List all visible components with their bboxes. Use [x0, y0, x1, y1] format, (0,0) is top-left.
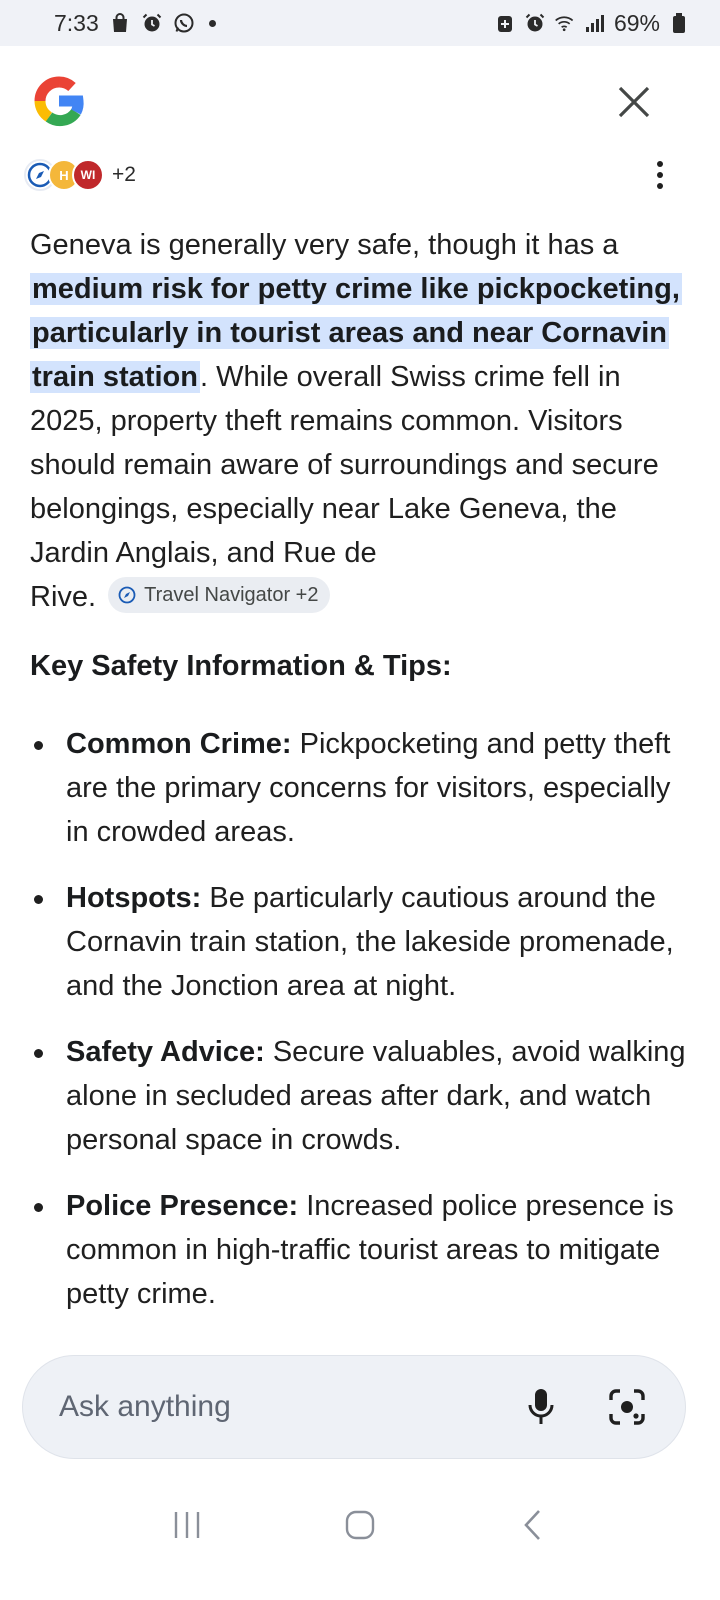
status-left — [54, 10, 216, 37]
google-lens-button[interactable] — [599, 1379, 655, 1435]
shopping-bag-icon — [109, 12, 131, 34]
compass-icon — [118, 586, 136, 604]
tip-title: Common Crime: — [66, 728, 292, 760]
source-chip[interactable] — [108, 577, 330, 613]
mic-icon — [526, 1387, 556, 1427]
status-right — [494, 10, 690, 37]
ask-bar — [22, 1355, 686, 1459]
sources-row[interactable] — [24, 158, 136, 192]
section-title: Key Safety Information & Tips: — [30, 650, 452, 682]
list-item — [30, 876, 690, 1008]
whatsapp-icon — [173, 12, 195, 34]
close-icon — [617, 85, 651, 119]
tip-text: Increased police presence is common in high-traffic tourist areas to mitigate petty crime. — [66, 1190, 674, 1310]
tip-title: Police Presence: — [66, 1190, 299, 1222]
ai-answer-paragraph — [30, 223, 690, 619]
sources-more-count: +2 — [112, 163, 136, 186]
recents-icon — [172, 1510, 202, 1540]
tips-list — [30, 722, 690, 1338]
status-bar — [0, 0, 720, 46]
list-item — [30, 722, 690, 854]
mic-button[interactable] — [513, 1379, 569, 1435]
wi-favicon-icon: WI — [72, 159, 104, 191]
back-icon — [521, 1509, 545, 1541]
alarm-icon — [141, 12, 163, 34]
tip-text: Secure valuables, avoid walking alone in secluded areas after dark, and watch personal space in crowds. — [66, 1036, 686, 1156]
close-button[interactable] — [610, 78, 658, 126]
status-time: 7:33 — [54, 9, 99, 36]
more-options-button[interactable] — [640, 158, 680, 192]
battery-percent: 69% — [613, 9, 660, 36]
answer-tail: Rive. — [30, 581, 97, 613]
source-chip-label: Travel Navigator +2 — [144, 584, 319, 607]
recents-button[interactable] — [157, 1495, 217, 1555]
wifi-icon — [554, 12, 576, 34]
signal-icon — [584, 12, 606, 34]
list-item — [30, 1184, 690, 1316]
notification-dot — [209, 20, 216, 27]
back-button[interactable] — [503, 1495, 563, 1555]
battery-saver-icon — [494, 12, 516, 34]
alarm-icon — [524, 12, 546, 34]
hotel-favicon-icon: H — [48, 159, 80, 191]
tip-text: Be particularly cautious around the Cornavin train station, the lakeside promenade, and the Jonction area at night. — [66, 882, 674, 1002]
answer-highlight: medium risk for petty crime like pickpocketing, particularly in tourist areas and near Cornavin train station — [32, 273, 680, 393]
more-vert-icon — [657, 161, 663, 167]
google-logo-icon — [28, 70, 90, 132]
list-item — [30, 1030, 690, 1162]
home-icon — [344, 1509, 376, 1541]
ask-input[interactable] — [59, 1390, 513, 1424]
answer-rest: . While overall Swiss crime fell in 2025, property theft remains common. Visitors should remain aware of surroundings and secure belongings, especially near Lake Geneva, the Jardin Anglais, and Rue de — [30, 361, 659, 569]
tip-title: Safety Advice: — [66, 1036, 265, 1068]
system-nav-bar — [0, 1490, 720, 1560]
battery-icon — [668, 12, 690, 34]
lens-icon — [608, 1388, 646, 1426]
tip-title: Hotspots: — [66, 882, 202, 914]
tip-text: Pickpocketing and petty theft are the primary concerns for visitors, especially in crowded areas. — [66, 728, 671, 848]
home-button[interactable] — [330, 1495, 390, 1555]
answer-intro: Geneva is generally very safe, though it has a — [30, 229, 619, 261]
